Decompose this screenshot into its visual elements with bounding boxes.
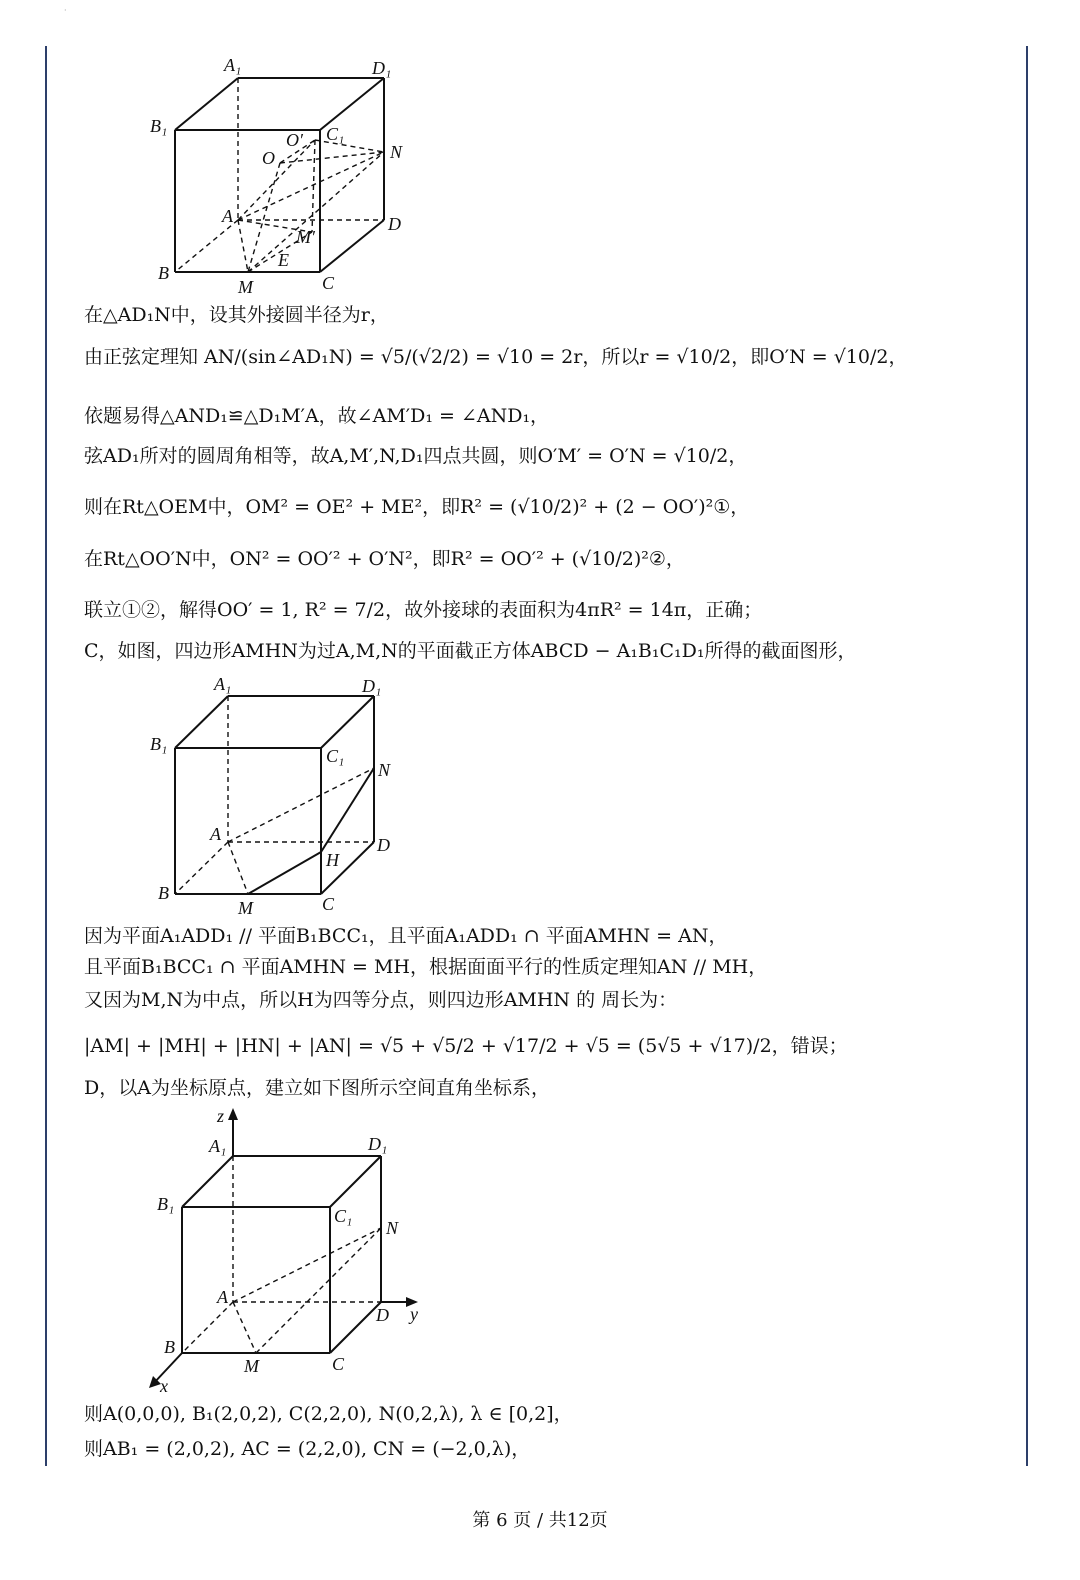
text-line-1: 在△AD₁N中，设其外接圆半径为r， <box>84 304 389 326</box>
text-line-13: D，以A为坐标原点，建立如下图所示空间直角坐标系， <box>84 1077 550 1099</box>
label-H: H <box>326 850 339 870</box>
label-C1: C₁ <box>334 1206 353 1226</box>
label-x: x <box>160 1376 168 1396</box>
text-line-14: 则A(0,0,0), B₁(2,0,2), C(2,2,0), N(0,2,λ), λ ∈ [0,2]， <box>84 1403 573 1425</box>
label-C1: C₁ <box>326 124 345 144</box>
label-B1: B₁ <box>150 734 168 754</box>
label-D1: D₁ <box>372 58 392 78</box>
page-footer: 第 6 页 / 共12页 <box>472 1510 608 1531</box>
label-M-prime: M′ <box>296 227 315 247</box>
text-line-3: 依题易得△AND₁≌△D₁M′A，故∠AM′D₁ = ∠AND₁， <box>84 405 550 427</box>
label-B: B <box>158 263 169 283</box>
label-A1: A₁ <box>209 1136 227 1156</box>
label-D: D <box>388 214 401 234</box>
label-A: A <box>217 1287 228 1307</box>
label-D: D <box>376 1305 389 1325</box>
label-B: B <box>158 883 169 903</box>
text-line-4: 弦AD₁所对的圆周角相等，故A,M′,N,D₁四点共圆，则O′M′ = O′N = √10/2， <box>84 445 748 467</box>
label-C: C <box>322 273 335 293</box>
scan-mark: · <box>64 6 67 15</box>
label-A1: A₁ <box>214 674 232 694</box>
label-B1: B₁ <box>157 1194 175 1214</box>
label-N: N <box>386 1218 399 1238</box>
label-A: A <box>222 206 233 226</box>
label-D1: D₁ <box>368 1134 388 1154</box>
text-line-11: 又因为M,N为中点，所以H为四等分点，则四边形AMHN 的 周长为： <box>84 989 678 1011</box>
left-margin-rule <box>45 46 47 1466</box>
text-line-2: 由正弦定理知 AN/(sin∠AD₁N) = √5/(√2/2) = √10 = 2r，所以r = √10/2，即O′N = √10/2， <box>84 346 908 368</box>
label-N: N <box>378 760 391 780</box>
label-O: O <box>262 148 275 168</box>
cube-figure-1 <box>140 50 440 300</box>
text-line-15: 则AB₁ = (2,0,2), AC = (2,2,0), CN = (−2,0,λ)， <box>84 1438 531 1460</box>
label-C: C <box>322 894 335 914</box>
label-N: N <box>390 142 403 162</box>
cube-figure-3 <box>140 1104 440 1400</box>
label-M: M <box>238 277 253 297</box>
text-line-6: 在Rt△OO′N中，ON² = OO′² + O′N²，即R² = OO′² + (√10/2)²②， <box>84 548 685 570</box>
label-D: D <box>377 835 390 855</box>
label-z: z <box>217 1106 225 1126</box>
label-A: A <box>210 824 221 844</box>
text-line-10: 且平面B₁BCC₁ ∩ 平面AMHN = MH，根据面面平行的性质定理知AN // MH， <box>84 956 768 978</box>
text-line-9: 因为平面A₁ADD₁ // 平面B₁BCC₁，且平面A₁ADD₁ ∩ 平面AMHN = AN， <box>84 925 728 947</box>
label-E: E <box>278 250 289 270</box>
label-M: M <box>244 1356 259 1376</box>
cube-figure-2 <box>140 668 420 918</box>
label-D1: D₁ <box>362 676 382 696</box>
label-B: B <box>164 1337 175 1357</box>
right-margin-rule <box>1026 46 1028 1466</box>
text-line-8: C，如图，四边形AMHN为过A,M,N的平面截正方体ABCD − A₁B₁C₁D₁所得的截面图形， <box>84 640 857 662</box>
label-C1: C₁ <box>326 746 345 766</box>
label-M: M <box>238 898 253 918</box>
label-A1: A₁ <box>224 55 242 75</box>
text-line-5: 则在Rt△OEM中，OM² = OE² + ME²，即R² = (√10/2)² + (2 − OO′)²①， <box>84 496 750 518</box>
label-y: y <box>410 1304 418 1324</box>
text-line-12: |AM| + |MH| + |HN| + |AN| = √5 + √5/2 + √17/2 + √5 = (5√5 + √17)/2，错误； <box>84 1035 848 1057</box>
label-B1: B₁ <box>150 116 168 136</box>
text-line-7: 联立①②，解得OO′ = 1, R² = 7/2，故外接球的表面积为4πR² = 14π，正确； <box>84 599 763 621</box>
label-O-prime: O′ <box>286 130 303 150</box>
label-C: C <box>332 1354 345 1374</box>
